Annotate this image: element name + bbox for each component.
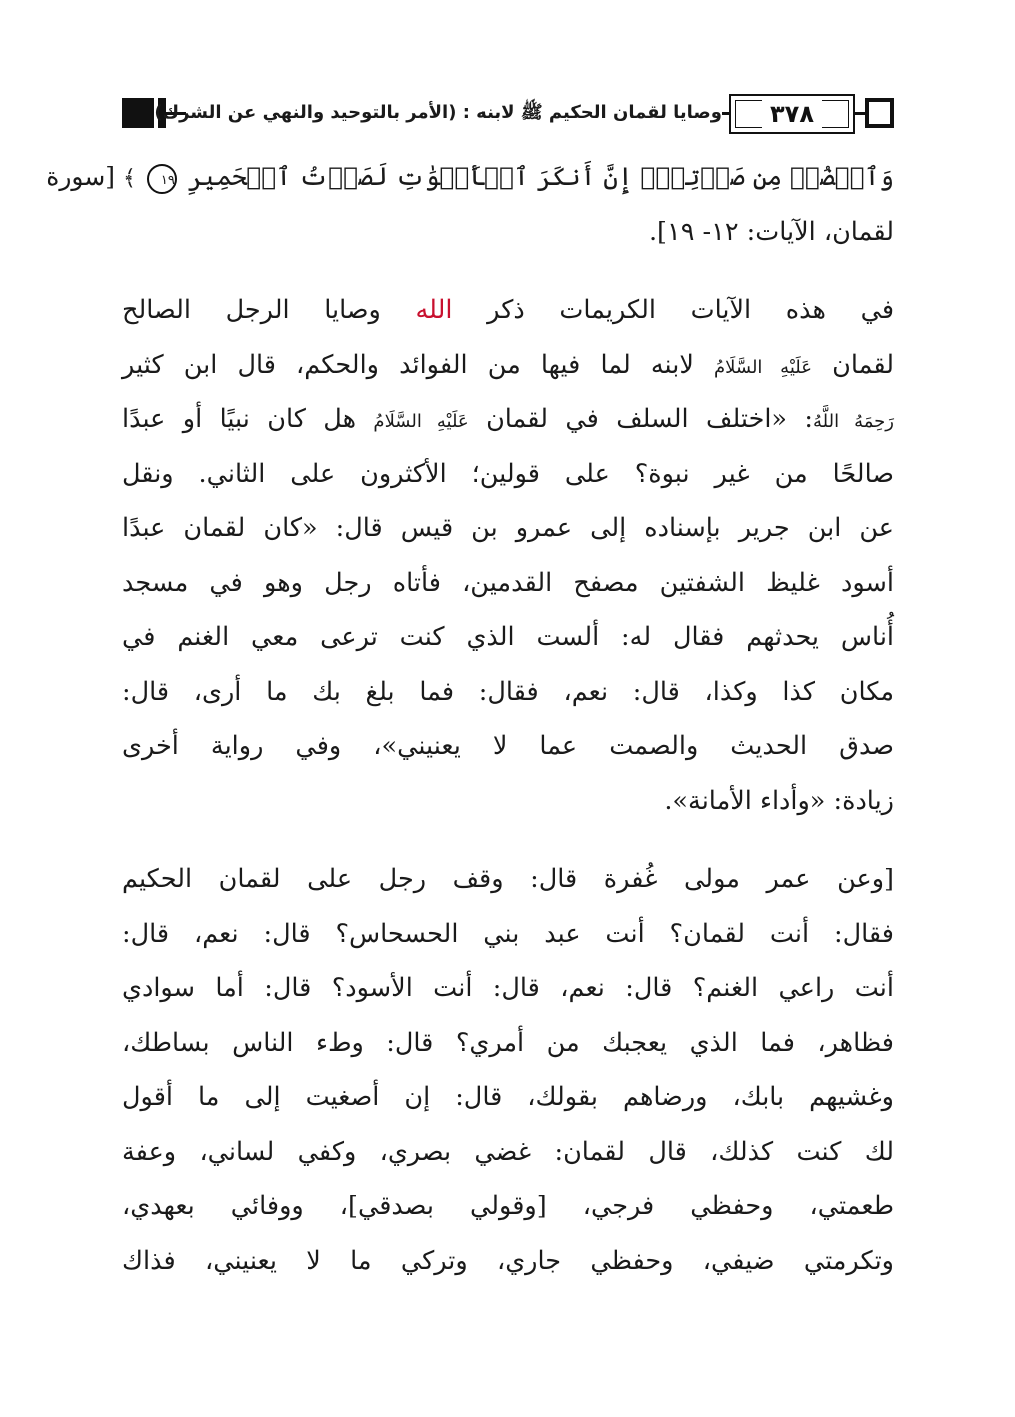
header-left-block bbox=[122, 98, 154, 128]
quran-close-ornament: ﴾ bbox=[123, 166, 136, 191]
citation-start: [سورة bbox=[46, 162, 116, 191]
p1-line-5: عن ابن جرير بإسناده إلى عمرو بن قيس قال: «كان لقمان عبدًا bbox=[122, 513, 894, 543]
p1-line-1-start: في هذه الآيات الكريمات ذكر bbox=[487, 295, 895, 325]
p2-line-5: وغشيهم بابك، ورضاهم بقولك، قال: إن أصغيت إلى ما أقول bbox=[122, 1082, 894, 1112]
header-rule-right bbox=[855, 112, 865, 115]
page-body bbox=[46, 150, 895, 1288]
p2-line-1: [وعن عمر مولى غُفرة قال: وقف رجل على لقمان الحكيم bbox=[122, 864, 894, 894]
p1-line-2-end: لابنه لما فيها من الفوائد والحكم، قال ابن كثير bbox=[122, 349, 694, 380]
paragraph-gap bbox=[122, 259, 894, 283]
honorific-alayhi-salam: عَلَيْهِ السَّلَامُ bbox=[714, 356, 812, 378]
running-title: وصايا لقمان الحكيم ﷺ لابنه : (الأمر بالتوحيد والنهي عن الشرك) bbox=[312, 98, 722, 128]
page-number: ٣٧٨ bbox=[762, 100, 822, 128]
p2-line-4: فظاهر، فما الذي يعجبك من أمري؟ قال: وطء الناس بساطك، bbox=[122, 1027, 894, 1058]
p1-line-4: صالحًا من غير نبوة؟ على قولين؛ الأكثرون على الثاني. ونقل bbox=[122, 458, 894, 489]
p1-line-3-end: هل كان نبيًا أو عبدًا bbox=[122, 404, 357, 434]
p2-line-7: طعمتي، وحفظي فرجي، [وقولي بصدقي]، ووفائي بعهدي، bbox=[122, 1191, 894, 1221]
running-header bbox=[122, 92, 894, 136]
p2-line-2: فقال: أنت لقمان؟ أنت عبد بني الحسحاس؟ قال: نعم، قال: bbox=[122, 918, 894, 949]
quran-verse-line bbox=[46, 150, 894, 205]
p2-line-3: أنت راعي الغنم؟ قال: نعم، قال: أنت الأسود؟ قال: أما سوادي bbox=[122, 973, 894, 1003]
p1-line-10: زيادة: «وأداء الأمانة». bbox=[664, 785, 894, 816]
citation-line bbox=[122, 205, 894, 260]
honorific-alayhi-salam-2: عَلَيْهِ السَّلَامُ bbox=[373, 411, 469, 432]
p1-line-8: مكان كذا وكذا، قال: نعم، فقال: فما بلغ بك ما أرى، قال: bbox=[122, 676, 894, 707]
p1-line-3-start: : «اختلف السلف في لقمان bbox=[486, 404, 814, 434]
header-right-box bbox=[865, 98, 894, 128]
verse-number-marker: ١٩ bbox=[147, 164, 177, 194]
p1-line-1-end: وصايا الرجل الصالح bbox=[122, 295, 381, 325]
quran-verse-text: وَٱغۡضُضۡ مِن صَوۡتِكَۚ إِنَّ أَنكَرَ ٱلۡأَصۡوَٰتِ لَصَوۡتُ ٱلۡحَمِيرِ bbox=[187, 162, 894, 191]
page-number-frame bbox=[729, 94, 855, 134]
p1-line-6: أسود غليظ الشفتين مصفح القدمين، فأتاه رجل وهو في مسجد bbox=[122, 567, 894, 598]
p1-line-9: صدق الحديث والصمت عما لا يعنيني»، وفي رواية أخرى bbox=[122, 731, 894, 761]
p1-line-2 bbox=[122, 338, 894, 393]
citation-text: لقمان، الآيات: ١٢- ١٩]. bbox=[648, 216, 894, 247]
p1-line-1 bbox=[122, 283, 894, 338]
honorific-rahimahullah: رَحِمَهُ اللَّهُ bbox=[813, 411, 894, 432]
p2-line-8: وتكرمتي ضيفي، وحفظي جاري، وتركي ما لا يعنيني، فذاك bbox=[122, 1245, 894, 1276]
p1-line-7: أُناس يحدثهم فقال له: ألست الذي كنت ترعى معي الغنم في bbox=[122, 622, 894, 652]
p1-line-2-start: لقمان bbox=[832, 349, 895, 380]
p2-line-6: لك كنت كذلك، قال لقمان: غضي بصري، وكفي لساني، وعفة bbox=[122, 1136, 894, 1167]
p1-line-3 bbox=[122, 392, 894, 447]
paragraph-gap-2 bbox=[122, 828, 894, 852]
allah-word: الله bbox=[415, 295, 453, 325]
